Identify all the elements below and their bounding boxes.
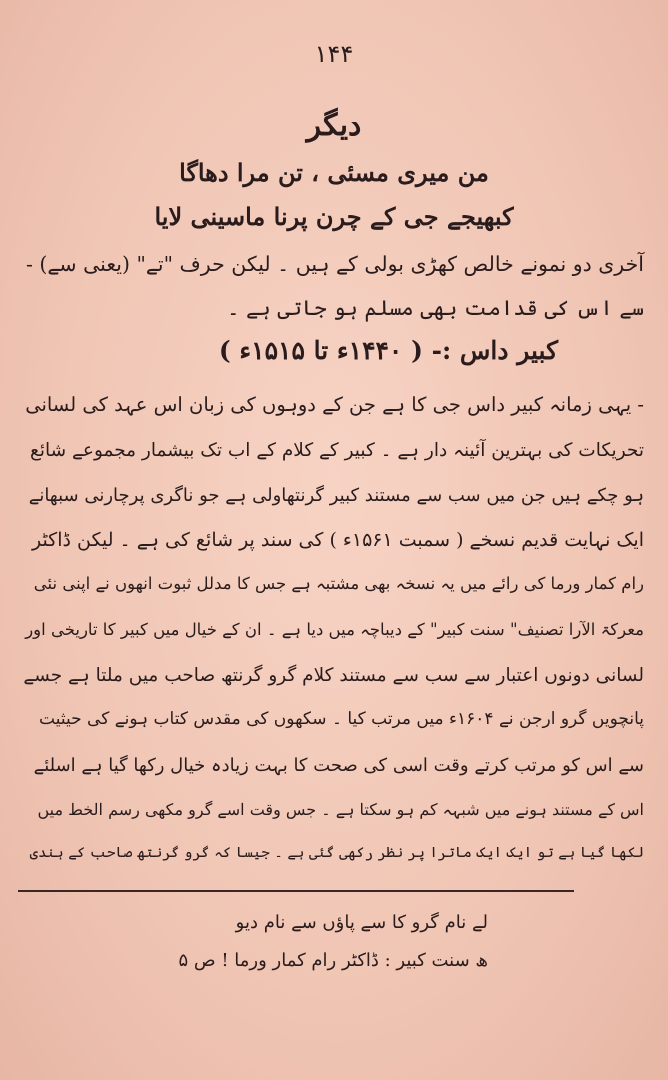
intro-line-2: سے اس کی قدامت بھی مسلم ہو جاتی ہے ۔ bbox=[227, 296, 644, 320]
paragraph-line: رام کمار ورما کی رائے میں یہ نسخہ بھی مشتبہ ہے جس کا مدلل ثبوت انھوں نے اپنی نئی bbox=[33, 574, 644, 593]
page-number: ۱۴۴ bbox=[314, 40, 354, 68]
footnote-divider bbox=[18, 890, 574, 892]
paragraph-line: لسانی دونوں اعتبار سے سب سے مستند کلام گرو گرنتھ صاحب میں ملتا ہے جسے bbox=[23, 665, 644, 686]
paragraph-line: تحریکات کی بہترین آئینہ دار ہے ۔ کبیر کے کلام کے اب تک بیشمار مجموعے شائع bbox=[30, 440, 644, 461]
verse-line-2: کبھیجے جی کے چرن پرنا ماسینی لایا bbox=[154, 202, 514, 231]
paragraph-line: - یہی زمانہ کبیر داس جی کا ہے جن کے دوہوں کی زبان اس عہد کی لسانی bbox=[25, 393, 644, 416]
paragraph-line: لکھا گیا ہے تو ایک ایک ماترا پر نظر رکھی گئی ہے ۔ جیسا کہ گرو گرنتھ صاحب کے ہندی bbox=[29, 845, 644, 861]
paragraph-line: ایک نہایت قدیم نسخے ( سمبت ۱۵۶۱ء ) کی سند پر شائع کی ہے ۔ لیکن ڈاکٹر bbox=[31, 529, 644, 551]
section-heading: کبیر داس :- ( ۱۴۴۰ء تا ۱۵۱۵ء ) bbox=[218, 336, 558, 365]
footnote-2: ھ سنت کبیر : ڈاکٹر رام کمار ورما ! ص ۵ bbox=[178, 950, 488, 971]
intro-line-1: آخری دو نمونے خالص کھڑی بولی کے ہیں ۔ لیکن حرف "تے" (یعنی سے) - bbox=[25, 252, 644, 276]
paragraph-line: معرکۃ الآرا تصنیف" سنت کبیر" کے دیباچہ میں دیا ہے ۔ ان کے خیال میں کبیر کا تاریخی اور bbox=[25, 620, 644, 639]
paragraph-line: پانچویں گرو ارجن نے ۱۶۰۴ء میں مرتب کیا ۔ سکھوں کی مقدس کتاب ہونے کی حیثیت bbox=[39, 709, 644, 729]
verse-line-1: من میری مسئی ، تن مرا دھاگا bbox=[179, 158, 489, 187]
paragraph-line: ہو چکے ہیں جن میں سب سے مستند کبیر گرنتھاولی ہے جو ناگری پرچارنی سبھانے bbox=[28, 485, 644, 506]
paragraph-line: اس کے مستند ہونے میں شبہہ کم ہو سکتا ہے ۔ جس وقت اسے گرو مکھی رسم الخط میں bbox=[37, 800, 644, 819]
poem-title: دیگر bbox=[306, 108, 362, 143]
paragraph-line: سے اس کو مرتب کرتے وقت اسی کی صحت کا بہت زیادہ خیال رکھا گیا ہے اسلئے bbox=[33, 755, 644, 776]
footnote-1: لے نام گرو کا سے پاؤں سے نام دیو bbox=[235, 912, 488, 933]
